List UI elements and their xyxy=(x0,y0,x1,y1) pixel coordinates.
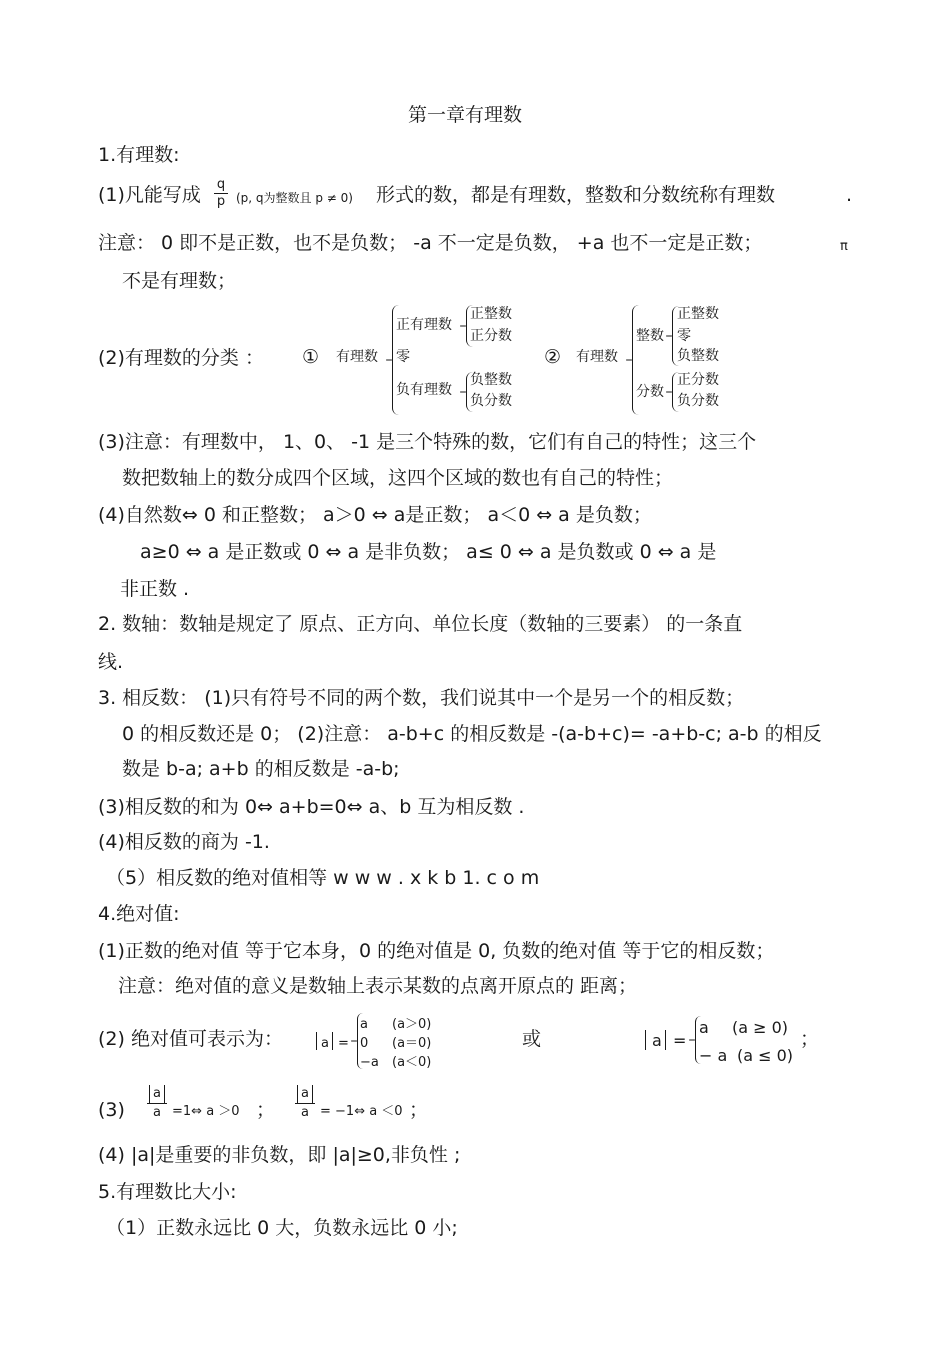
number-line-def-1: 2. 数轴：数轴是规定了 原点、正方向、单位长度（数轴的三要素） 的一条直 xyxy=(98,613,743,635)
case-2-value: 0 xyxy=(360,1036,369,1051)
absolute-line-1: (1)正数的绝对值 等于它本身，0 的绝对值是 0, 负数的绝对值 等于它的相反数； xyxy=(98,940,775,962)
case-2-value: − a xyxy=(699,1046,728,1065)
section-5-heading: 5.有理数比大小: xyxy=(98,1181,237,1203)
section-1-heading: 1.有理数: xyxy=(98,144,180,166)
scheme-2-fraction: 分数 xyxy=(636,384,664,400)
scheme-1-positive-fraction: 正分数 xyxy=(470,328,512,344)
definition-suffix: 形式的数，都是有理数，整数和分数统称有理数 xyxy=(376,184,776,206)
absolute-line-2: 注意：绝对值的意义是数轴上表示某数的点离开原点的 距离； xyxy=(118,975,638,997)
scheme-1-positive: 正有理数 xyxy=(396,317,452,333)
scheme-1-number: ① xyxy=(302,346,320,368)
opposite-line-1: 3. 相反数： (1)只有符号不同的两个数，我们说其中一个是另一个的相反数； xyxy=(98,687,745,709)
case-1-value: a xyxy=(360,1017,368,1032)
abs-variable: a xyxy=(321,1036,329,1051)
fraction-denominator: a xyxy=(301,1105,309,1120)
natural-numbers-line-2: a≥0 ⇔ a 是正数或 0 ⇔ a 是非负数； a≤ 0 ⇔ a 是负数或 0 ⇔ a 是 xyxy=(140,541,717,563)
scheme-1-root: 有理数 xyxy=(336,349,378,365)
ratio-rhs-1: =1⇔ a ＞0 xyxy=(172,1104,240,1119)
case-2-condition: (a＝0) xyxy=(392,1036,432,1051)
formula-semicolon: ； xyxy=(800,1028,820,1050)
scheme-2-integer: 整数 xyxy=(636,328,664,344)
number-line-def-2: 线. xyxy=(98,651,124,673)
fraction-numerator: a xyxy=(297,1085,313,1103)
natural-numbers-line-1: (4)自然数⇔ 0 和正整数； a＞0 ⇔ a是正数； a＜0 ⇔ a 是负数； xyxy=(98,504,652,526)
special-numbers-line-2: 数把数轴上的数分成四个区域，这四个区域的数也有自己的特性； xyxy=(122,467,674,489)
compare-line-1: （1）正数永远比 0 大，负数永远比 0 小; xyxy=(106,1217,458,1239)
scheme-2-root: 有理数 xyxy=(576,349,618,365)
scheme-2-positive-fraction: 正分数 xyxy=(677,372,719,388)
scheme-1-zero: 零 xyxy=(396,349,410,365)
opposite-line-2: 0 的相反数还是 0； (2)注意： a-b+c 的相反数是 -(a-b+c)= -a+b-c; a-b 的相反 xyxy=(122,723,822,745)
definition-prefix: (1)凡能写成 xyxy=(98,184,201,206)
absolute-line-4: (4) |a|是重要的非负数，即 |a|≥0,非负性 ; xyxy=(98,1144,461,1166)
abs-variable: a xyxy=(652,1031,662,1050)
fraction-denominator: a xyxy=(153,1105,161,1120)
opposite-line-5: (4)相反数的商为 -1. xyxy=(98,831,270,853)
case-3-value: −a xyxy=(360,1055,379,1070)
scheme-1-negative: 负有理数 xyxy=(396,382,452,398)
abs-bar-right xyxy=(332,1032,333,1050)
opposite-line-4: (3)相反数的和为 0⇔ a+b=0⇔ a、b 互为相反数 . xyxy=(98,796,525,818)
note-line-1: 注意： 0 即不是正数，也不是负数； -a 不一定是负数， +a 也不一定是正数； xyxy=(98,232,763,254)
section-4-heading: 4.绝对值: xyxy=(98,903,180,925)
scheme-1-positive-integer: 正整数 xyxy=(470,306,512,322)
case-2-condition: (a ≤ 0) xyxy=(737,1046,794,1065)
ratio-semicolon-1: ； xyxy=(256,1099,276,1121)
equals-sign: = xyxy=(673,1031,687,1050)
equals-sign: = xyxy=(338,1036,349,1051)
scheme-2-negative-integer: 负整数 xyxy=(677,348,719,364)
ratio-fraction-1 xyxy=(147,1085,167,1122)
scheme-2-negative-fraction: 负分数 xyxy=(677,393,719,409)
note-line-2: 不是有理数； xyxy=(122,270,237,292)
case-1-condition: (a ≥ 0) xyxy=(732,1018,789,1037)
piecewise-formula-1 xyxy=(314,1010,454,1072)
classification-label: (2)有理数的分类 ： xyxy=(98,347,264,369)
scheme-2-positive-integer: 正整数 xyxy=(677,306,719,322)
natural-numbers-line-3: 非正数 . xyxy=(120,578,190,600)
opposite-line-6: （5）相反数的绝对值相等 w w w . x k b 1. c o m xyxy=(106,867,540,889)
opposite-line-3: 数是 b-a; a+b 的相反数是 -a-b; xyxy=(122,758,400,780)
absolute-formula-label: (2) 绝对值可表示为： xyxy=(98,1028,283,1050)
definition-period: . xyxy=(846,184,853,206)
q-over-p-fraction xyxy=(214,177,228,210)
page-title: 第一章有理数 xyxy=(408,104,523,126)
ratio-rhs-2: = −1⇔ a ＜0 xyxy=(320,1104,403,1119)
fraction-denominator: p xyxy=(216,194,226,209)
pi-symbol: π xyxy=(840,239,848,254)
piecewise-formula-2 xyxy=(643,1012,803,1070)
definition-condition: (p, q为整数且 p ≠ 0) xyxy=(236,191,353,205)
ratio-semicolon-2: ； xyxy=(409,1099,429,1121)
special-numbers-line-1: (3)注意：有理数中， 1、0、 -1 是三个特殊的数，它们有自己的特性；这三个 xyxy=(98,431,757,453)
fraction-numerator: q xyxy=(216,177,226,192)
scheme-1-negative-fraction: 负分数 xyxy=(470,393,512,409)
case-3-condition: (a＜0) xyxy=(392,1055,432,1070)
abs-bar-left xyxy=(316,1032,317,1050)
fraction-numerator: a xyxy=(149,1085,165,1103)
scheme-1-negative-integer: 负整数 xyxy=(470,372,512,388)
scheme-2-zero: 零 xyxy=(677,328,691,344)
abs-bar-right xyxy=(665,1030,666,1050)
scheme-2-number: ② xyxy=(544,346,562,368)
case-1-value: a xyxy=(699,1018,709,1037)
ratio-fraction-2 xyxy=(295,1085,315,1122)
case-1-condition: (a＞0) xyxy=(392,1017,432,1032)
abs-bar-left xyxy=(645,1030,646,1050)
ratio-label: (3) xyxy=(98,1099,125,1121)
or-word: 或 xyxy=(522,1028,542,1050)
